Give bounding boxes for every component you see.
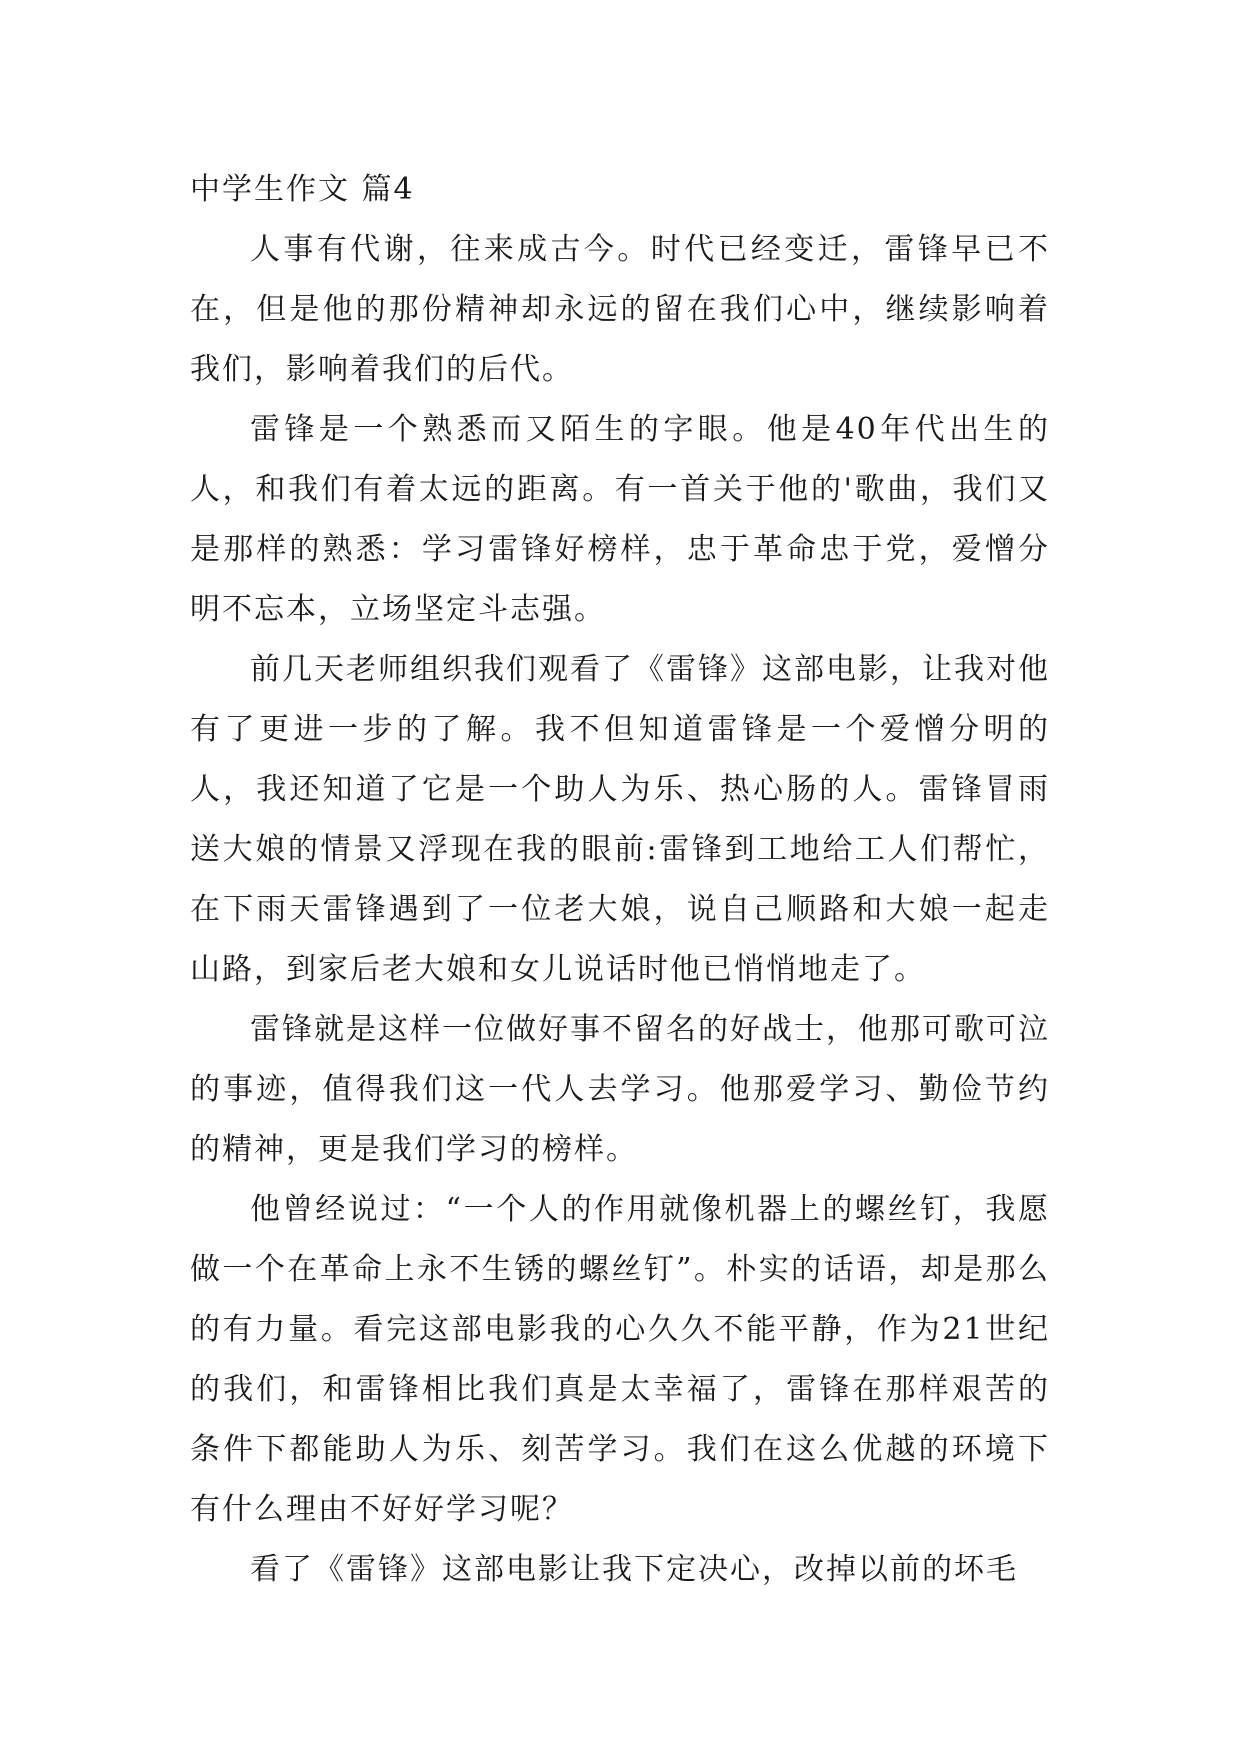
- paragraph-6: 看了《雷锋》这部电影让我下定决心，改掉以前的坏毛: [250, 1552, 1018, 1587]
- paragraph-4: 雷锋就是这样一位做好事不留名的好战士，他那可歌可泣的事迹，值得我们这一代人去学习。他那爱学习、勤俭节约的精神，更是我们学习的榜样。: [190, 1012, 1050, 1167]
- essay-body: [190, 220, 1050, 1600]
- paragraph-3: 前几天老师组织我们观看了《雷锋》这部电影，让我对他有了更进一步的了解。我不但知道雷锋是一个爱憎分明的人，我还知道了它是一个助人为乐、热心肠的人。雷锋冒雨送大娘的情景又浮现在我的眼前:雷锋到工地给工人们帮忙，在下雨天雷锋遇到了一位老大娘，说自己顺路和大娘一起走山路，到家后老大娘和女儿说话时他已悄悄地走了。: [190, 652, 1050, 987]
- paragraph-1: 人事有代谢，往来成古今。时代已经变迁，雷锋早已不在，但是他的那份精神却永远的留在我们心中，继续影响着我们，影响着我们的后代。: [190, 232, 1050, 387]
- essay-heading: 中学生作文 篇4: [190, 172, 415, 207]
- paragraph-2: 雷锋是一个熟悉而又陌生的字眼。他是40年代出生的人，和我们有着太远的距离。有一首关于他的'歌曲，我们又是那样的熟悉：学习雷锋好榜样，忠于革命忠于党，爱憎分明不忘本，立场坚定斗志强。: [190, 412, 1050, 627]
- paragraph-5: 他曾经说过：“一个人的作用就像机器上的螺丝钉，我愿做一个在革命上永不生锈的螺丝钉”。朴实的话语，却是那么的有力量。看完这部电影我的心久久不能平静，作为21世纪的我们，和雷锋相比我们真是太幸福了，雷锋在那样艰苦的条件下都能助人为乐、刻苦学习。我们在这么优越的环境下有什么理由不好好学习呢？: [190, 1192, 1050, 1527]
